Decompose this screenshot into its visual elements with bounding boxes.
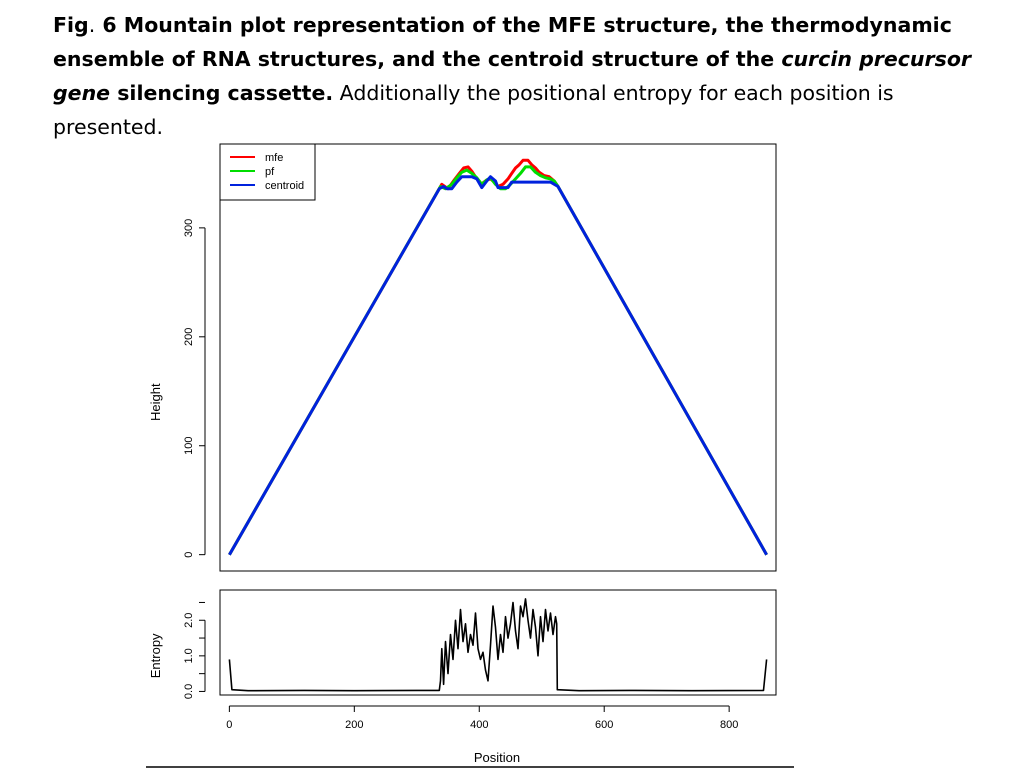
caption-bold-part2: silencing cassette. xyxy=(110,81,334,105)
legend-label-mfe: mfe xyxy=(265,152,284,164)
caption-bold-part1: Mountain plot representation of the MFE structure, the thermodynamic ensemble of RNA structures, and the centroid structure of the xyxy=(53,13,952,71)
series-line-mfe xyxy=(229,160,766,554)
x-tick-label: 800 xyxy=(719,719,739,731)
x-tick-label: 400 xyxy=(470,719,489,731)
entropy-y-tick-label: 0.0 xyxy=(183,683,195,700)
mountain-y-axis-label: Height xyxy=(148,383,163,421)
caption-normal-part: Additionally the positional entropy for each position is presented. xyxy=(53,81,894,139)
legend-label-centroid: centroid xyxy=(265,180,305,192)
caption-italic-part: curcin precursor gene xyxy=(53,47,972,105)
x-tick-label: 200 xyxy=(345,719,364,731)
caption-fig-label: Fig xyxy=(53,13,89,37)
entropy-y-tick-label: 2.0 xyxy=(183,612,195,628)
entropy-y-axis-label: Entropy xyxy=(148,633,163,679)
x-tick-label: 600 xyxy=(595,719,614,731)
mountain-plot-frame xyxy=(220,144,776,571)
legend-label-pf: pf xyxy=(265,166,275,178)
entropy-plot-frame xyxy=(220,590,776,695)
x-tick-label: 0 xyxy=(226,719,233,731)
caption-fig-number: 6 xyxy=(95,13,124,37)
mountain-y-tick-label: 300 xyxy=(183,218,195,238)
entropy-y-tick-label: 1.0 xyxy=(183,648,195,664)
mountain-y-tick-label: 0 xyxy=(183,551,195,558)
entropy-line xyxy=(229,599,766,691)
series-line-pf xyxy=(229,167,766,555)
mountain-y-tick-label: 100 xyxy=(183,436,195,455)
series-line-centroid xyxy=(229,177,766,555)
mountain-y-tick-label: 200 xyxy=(183,327,195,346)
caption-fig-dot: . xyxy=(88,13,96,37)
x-axis-label: Position xyxy=(473,750,521,765)
